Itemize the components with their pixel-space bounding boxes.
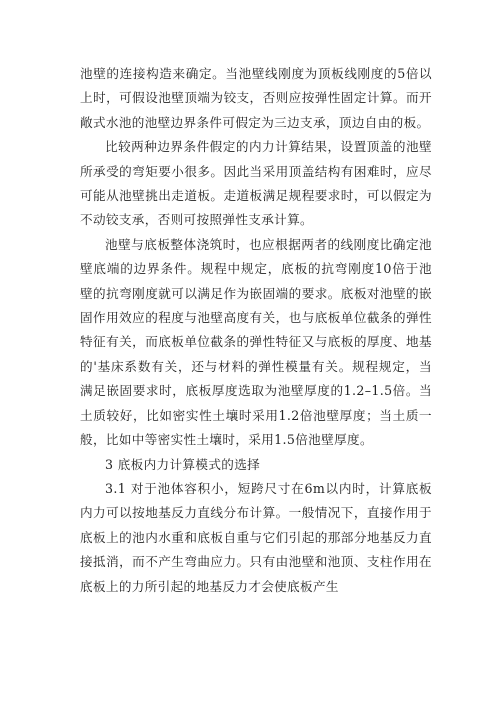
paragraph-4: 3.1 对于池体容积小，短跨尺寸在6m以内时，计算底板内力可以按地基反力直线分布计算。一般情况下，直接作用于底板上的池内水重和底板自重与它们引起的那部分地基反力直接抵消，而不产生弯曲应力。只有由池壁和池顶、支柱作用在底板上的力所引起的地基反力才会使底板产生 xyxy=(80,480,432,594)
document-page xyxy=(80,62,432,599)
paragraph-3: 池壁与底板整体浇筑时，也应根据两者的线刚度比确定池壁底端的边界条件。规程中规定，底板的抗弯刚度10倍于池壁的抗弯刚度就可以满足作为嵌固端的要求。底板对池壁的嵌固作用效应的程度与池壁高度有关，也与底板单位截条的弹性特征有关，而底板单位截条的弹性特征又与底板的厚度、地基的'基床系数有关，还与材料的弹性模量有关。规程规定，当满足嵌固要求时，底板厚度选取为池壁厚度的1.2–1.5倍。当土质较好，比如密实性土壤时采用1.2倍池壁厚度；当土质一般，比如中等密实性土壤时，采用1.5倍池壁厚度。 xyxy=(80,236,432,448)
paragraph-2: 比较两种边界条件假定的内力计算结果，设置顶盖的池壁所承受的弯矩要小很多。因此当采用顶盖结构有困难时，应尽可能从池壁挑出走道板。走道板满足规程要求时，可以假定为不动铰支承，否则可按照弹性支承计算。 xyxy=(80,139,432,228)
section-heading: 3 底板内力计算模式的选择 xyxy=(105,456,261,472)
paragraph-1: 池壁的连接构造来确定。当池壁线刚度为顶板线刚度的5倍以上时，可假设池壁顶端为铰支，否则应按弹性固定计算。而开敞式水池的池壁边界条件可假定为三边支承，顶边自由的板。 xyxy=(80,66,432,130)
